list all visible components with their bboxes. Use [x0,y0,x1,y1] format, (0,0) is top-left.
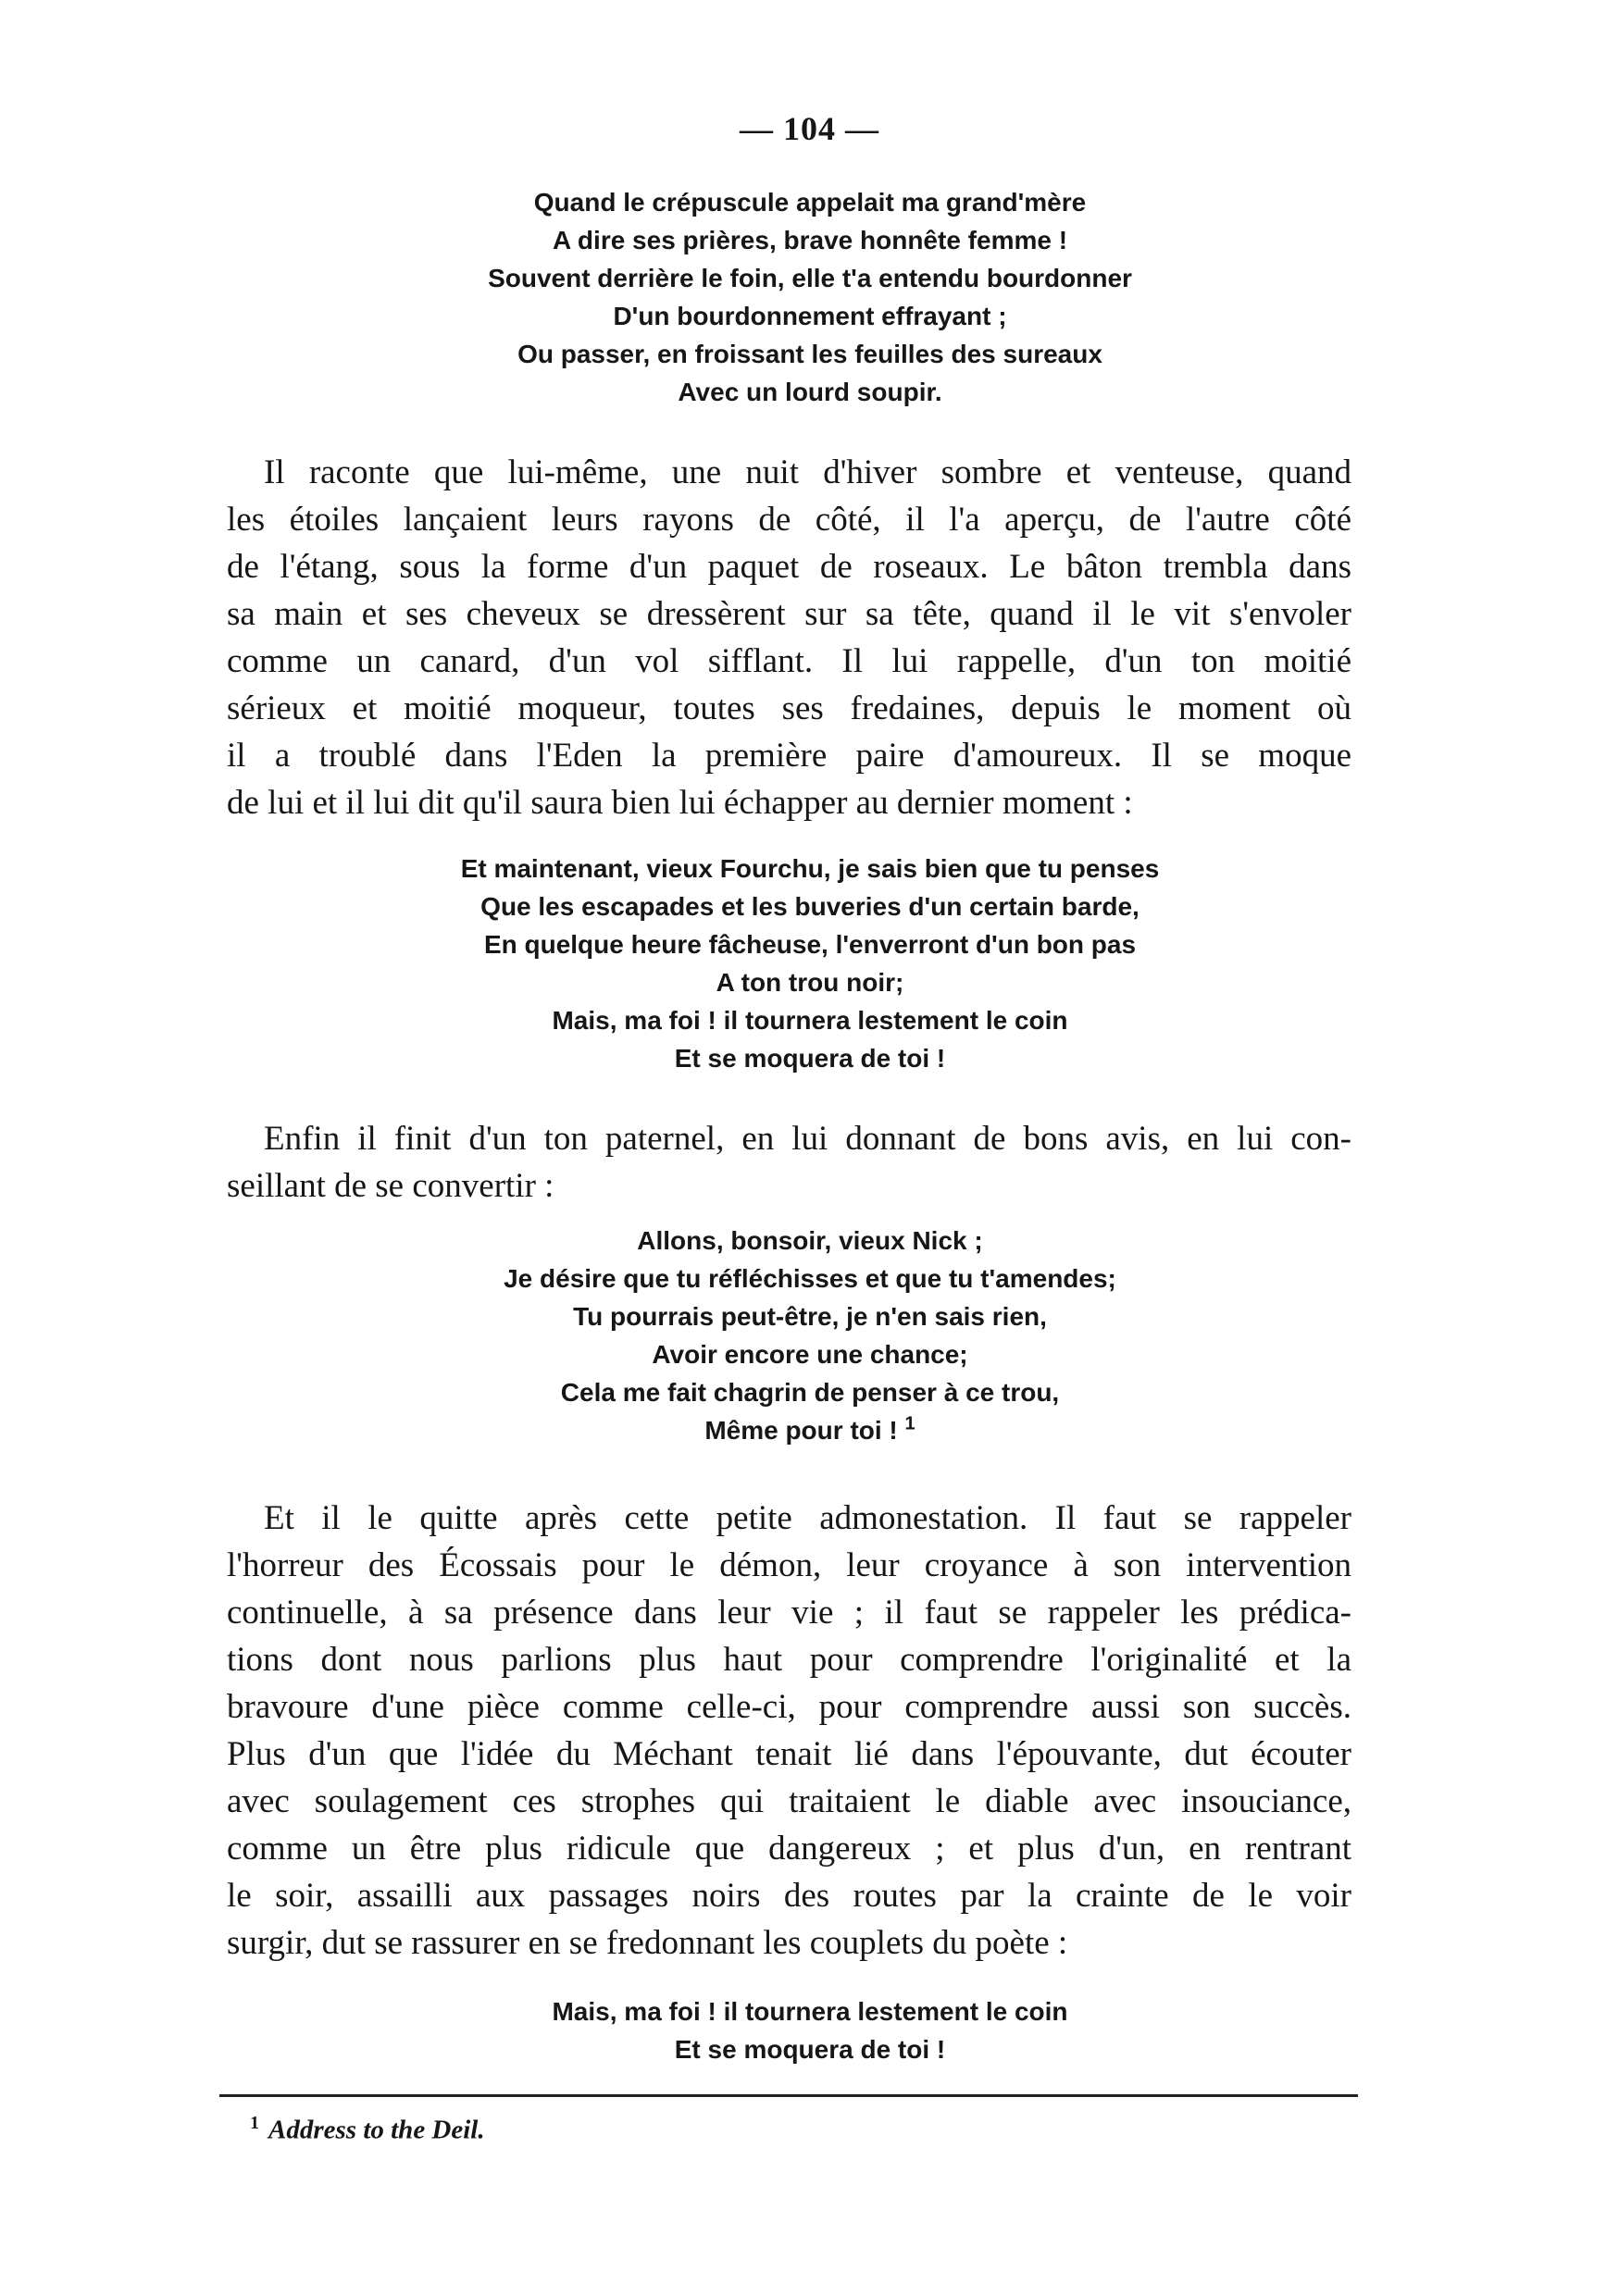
verse-line: A dire ses prières, brave honnête femme ! [552,226,1068,254]
verse-line: Tu pourrais peut-être, je n'en sais rien, [573,1302,1047,1331]
footnote-reference: 1 [904,1413,915,1434]
prose-line: de lui et il lui dit qu'il saura bien lui échapper au dernier moment : [227,784,1133,822]
verse-block-1 [231,183,1389,411]
verse-block-4 [231,1992,1389,2068]
verse-line: Souvent derrière le foin, elle t'a entendu bourdonner [488,264,1132,292]
footnote-separator [219,2094,1358,2097]
prose-line: l'horreur des Écossais pour le démon, leur croyance à son intervention [227,1546,1351,1584]
prose-line: les étoiles lançaient leurs rayons de côté, il l'a aperçu, de l'autre côté [227,501,1351,539]
prose-line: Plus d'un que l'idée du Méchant tenait lié dans l'épouvante, dut écouter [227,1735,1351,1773]
verse-line: Que les escapades et les buveries d'un certain barde, [480,892,1140,921]
verse-line: Et maintenant, vieux Fourchu, je sais bien que tu penses [460,854,1160,883]
prose-line: Et il le quitte après cette petite admonestation. Il faut se rappeler [264,1499,1351,1537]
prose-line: sérieux et moitié moqueur, toutes ses fredaines, depuis le moment où [227,689,1351,727]
prose-line: comme un canard, d'un vol sifflant. Il lui rappelle, d'un ton moitié [227,642,1351,680]
verse-block-3 [231,1222,1389,1449]
verse-line: Cela me fait chagrin de penser à ce trou, [560,1378,1060,1407]
prose-line: continuelle, à sa présence dans leur vie ; il faut se rappeler les prédica- [227,1594,1351,1632]
prose-line: le soir, assailli aux passages noirs des routes par la crainte de le voir [227,1877,1351,1915]
prose-line: de l'étang, sous la forme d'un paquet de roseaux. Le bâton trembla dans [227,548,1351,586]
verse-line: A ton trou noir; [716,968,904,997]
footnote-mark: 1 [250,2113,259,2133]
verse-line: Mais, ma foi ! il tournera lestement le coin [552,1997,1068,2026]
prose-line: tions dont nous parlions plus haut pour comprendre l'originalité et la [227,1641,1351,1679]
paragraph-2 [227,1115,1351,1210]
prose-line: Enfin il finit d'un ton paternel, en lui donnant de bons avis, en lui con- [264,1120,1351,1158]
prose-line: sa main et ses cheveux se dressèrent sur sa tête, quand il le vit s'envoler [227,595,1351,633]
verse-line: Ou passer, en froissant les feuilles des sureaux [517,340,1102,368]
prose-line: avec soulagement ces strophes qui traitaient le diable avec insouciance, [227,1782,1351,1820]
verse-line: D'un bourdonnement effrayant ; [613,302,1007,330]
footnote [250,2113,485,2146]
prose-line: bravoure d'une pièce comme celle-ci, pour comprendre aussi son succès. [227,1688,1351,1726]
paragraph-1 [227,449,1351,826]
verse-line: Mais, ma foi ! il tournera lestement le coin [552,1006,1068,1035]
paragraph-3 [227,1495,1351,1967]
verse-line: Avoir encore une chance; [652,1340,968,1369]
prose-line: comme un être plus ridicule que dangereux ; et plus d'un, en rentrant [227,1830,1351,1868]
verse-line: Je désire que tu réfléchisses et que tu t'amendes; [504,1264,1116,1293]
verse-line: Allons, bonsoir, vieux Nick ; [637,1226,983,1255]
verse-line: En quelque heure fâcheuse, l'enverront d'un bon pas [483,930,1137,959]
verse-line: Et se moquera de toi ! [674,2035,946,2064]
verse-line: Quand le crépuscule appelait ma grand'mère [533,188,1087,217]
prose-line: surgir, dut se rassurer en se fredonnant les couplets du poète : [227,1924,1068,1962]
prose-line: seillant de se convertir : [227,1167,554,1205]
prose-line: Il raconte que lui-même, une nuit d'hiver sombre et venteuse, quand [264,453,1351,491]
prose-line: il a troublé dans l'Eden la première paire d'amoureux. Il se moque [227,737,1351,775]
verse-line: Avec un lourd soupir. [678,378,942,406]
page-number: — 104 — [740,110,879,147]
verse-line: Même pour toi ! [704,1416,898,1445]
verse-block-2 [231,850,1389,1077]
footnote-text: Address to the Deil. [268,2115,485,2145]
verse-line: Et se moquera de toi ! [674,1044,946,1073]
